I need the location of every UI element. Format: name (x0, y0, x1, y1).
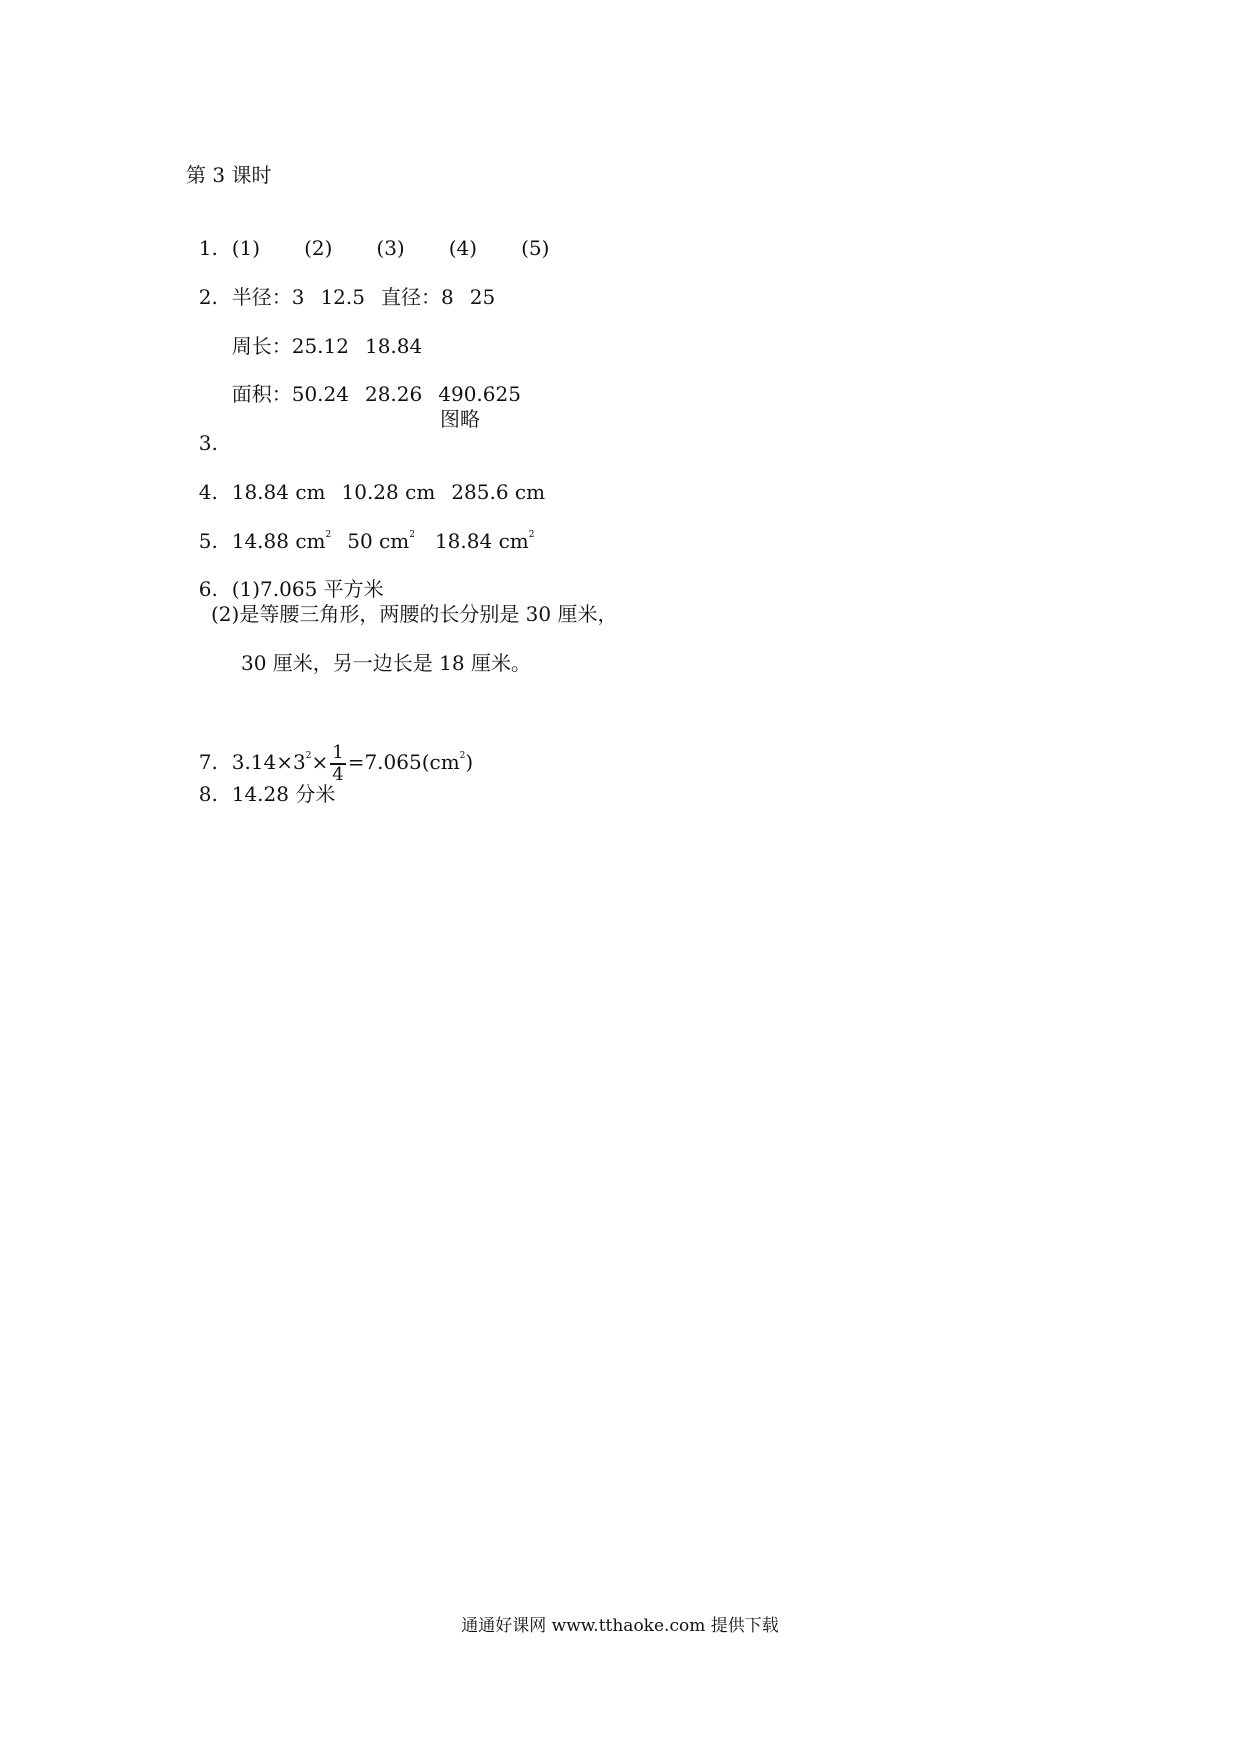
times-sign: × (311, 750, 329, 774)
question-2-perimeter (219, 310, 422, 358)
answer-item: (3) (376, 236, 405, 260)
exponent: 2 (325, 530, 332, 540)
answer-item: (1) (231, 236, 261, 260)
answer-item: (5) (521, 236, 550, 260)
perimeter-answer: 周长：25.12 (231, 334, 349, 358)
question-8 (186, 758, 335, 806)
question-2 (186, 261, 495, 309)
question-number: 3. (198, 431, 218, 455)
answer-item: 10.28 cm (341, 480, 436, 504)
answer-item: 18.84 cm (434, 529, 529, 553)
question-6-part-2: (2)是等腰三角形，两腰的长分别是 30 厘米， (211, 602, 618, 626)
section-heading: 第 3 课时 (186, 163, 272, 187)
question-number: 2. (198, 285, 218, 309)
question-5 (186, 505, 534, 553)
area-answer: 490.625 (438, 382, 521, 406)
formula-close: ) (465, 750, 474, 774)
radius-answer: 12.5 (320, 285, 365, 309)
exponent: 2 (459, 751, 466, 761)
answer-item: 50 cm (347, 529, 410, 553)
answer-item: 14.28 分米 (231, 782, 336, 806)
exponent: 2 (409, 530, 415, 540)
question-1 (186, 212, 549, 260)
question-6 (186, 553, 384, 601)
question-number: 4. (198, 480, 218, 504)
diameter-answer: 25 (469, 285, 496, 309)
radius-answer: 半径：3 (231, 285, 305, 309)
area-answer: 面积：50.24 (231, 382, 349, 406)
answer-item: 14.88 cm (231, 529, 326, 553)
area-answer: 28.26 (364, 382, 423, 406)
formula-result: =7.065(cm (347, 750, 460, 774)
question-4 (186, 456, 545, 504)
answer-item: (4) (448, 236, 478, 260)
question-3-answer: 图略 (440, 407, 480, 431)
fraction-numerator: 1 (332, 741, 344, 763)
answer-item: 18.84 cm (231, 480, 326, 504)
answer-item: 285.6 cm (451, 480, 546, 504)
fraction-denominator: 4 (332, 763, 344, 785)
question-number: 6. (198, 577, 218, 601)
question-number: 1. (198, 236, 218, 260)
answer-item: (2) (304, 236, 333, 260)
question-number: 8. (198, 782, 218, 806)
question-number: 5. (198, 529, 218, 553)
question-2-area (219, 358, 521, 406)
diameter-answer: 直径：8 (380, 285, 454, 309)
footer-credit: 通通好课网 www.tthaoke.com 提供下载 (461, 1616, 779, 1636)
question-3 (186, 407, 232, 455)
exponent: 2 (305, 751, 312, 761)
perimeter-answer: 18.84 (364, 334, 423, 358)
question-number: 7. (198, 750, 218, 774)
exponent: 2 (528, 530, 535, 540)
question-6-part-2-cont: 30 厘米，另一边长是 18 厘米。 (241, 651, 531, 675)
answer-part-1: (1)7.065 平方米 (231, 577, 384, 601)
formula-base: 3.14×3 (231, 750, 306, 774)
